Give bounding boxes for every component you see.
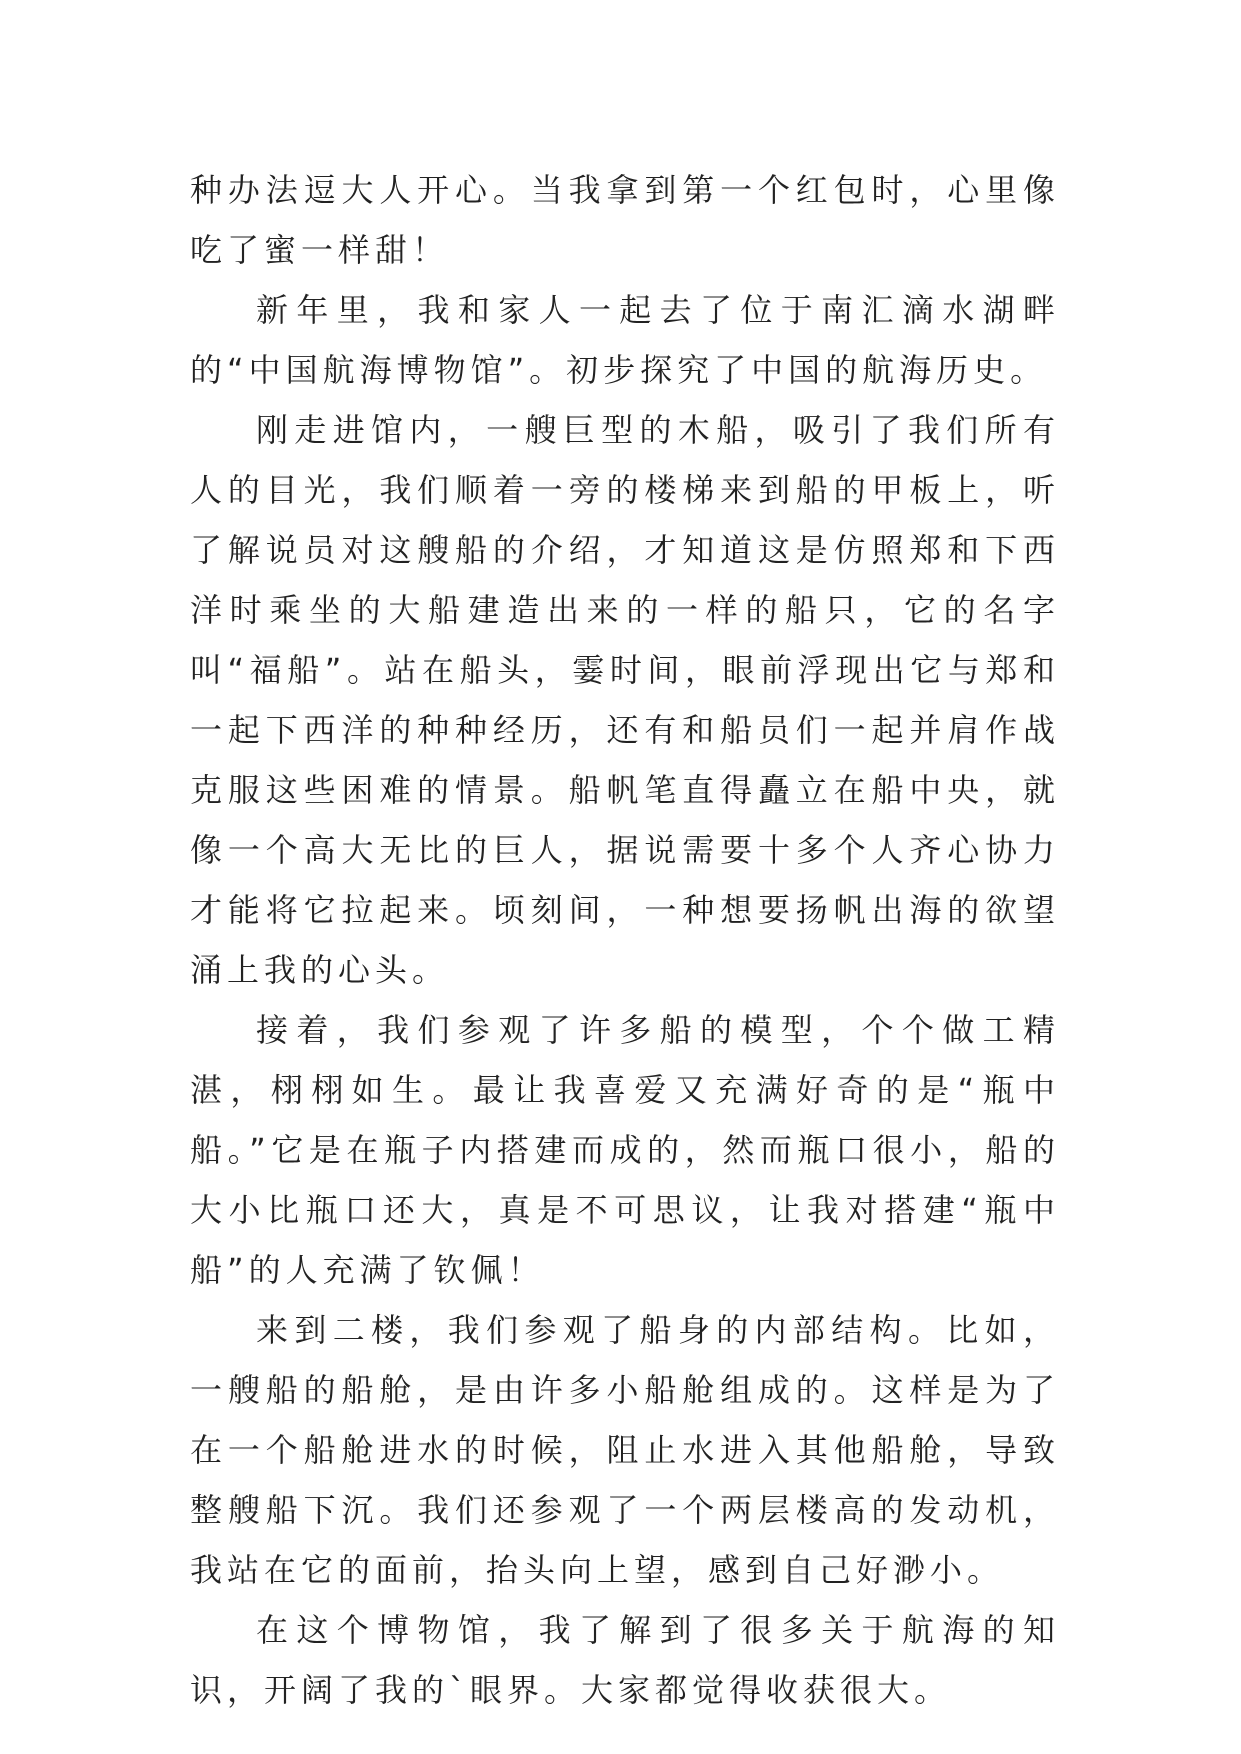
paragraph-conclusion: 在这个博物馆，我了解到了很多关于航海的知识，开阔了我的`眼界。大家都觉得收获很大。 <box>190 1611 1060 1709</box>
paragraph-continuation: 种办法逗大人开心。当我拿到第一个红包时，心里像吃了蜜一样甜！ <box>190 171 1060 269</box>
paragraph-second-floor: 来到二楼，我们参观了船身的内部结构。比如，一艘船的船舱，是由许多小船舱组成的。这样是为了在一个船舱进水的时候，阻止水进入其他船舱，导致整艘船下沉。我们还参观了一个两层楼高的发动机，我站在它的面前，抬头向上望，感到自己好渺小。 <box>190 1311 1060 1589</box>
paragraph-ship-models: 接着，我们参观了许多船的模型，个个做工精湛，栩栩如生。最让我喜爱又充满好奇的是“瓶中船。”它是在瓶子内搭建而成的，然而瓶口很小，船的大小比瓶口还大，真是不可思议，让我对搭建“瓶中船”的人充满了钦佩！ <box>190 1011 1060 1289</box>
paragraph-new-year-visit: 新年里，我和家人一起去了位于南汇滴水湖畔的“中国航海博物馆”。初步探究了中国的航海历史。 <box>190 291 1060 389</box>
essay-body <box>190 160 1060 1720</box>
paragraph-fu-ship: 刚走进馆内，一艘巨型的木船，吸引了我们所有人的目光，我们顺着一旁的楼梯来到船的甲板上，听了解说员对这艘船的介绍，才知道这是仿照郑和下西洋时乘坐的大船建造出来的一样的船只，它的名字叫“福船”。站在船头，霎时间，眼前浮现出它与郑和一起下西洋的种种经历，还有和船员们一起并肩作战克服这些困难的情景。船帆笔直得矗立在船中央，就像一个高大无比的巨人，据说需要十多个人齐心协力才能将它拉起来。顷刻间，一种想要扬帆出海的欲望涌上我的心头。 <box>190 411 1060 989</box>
